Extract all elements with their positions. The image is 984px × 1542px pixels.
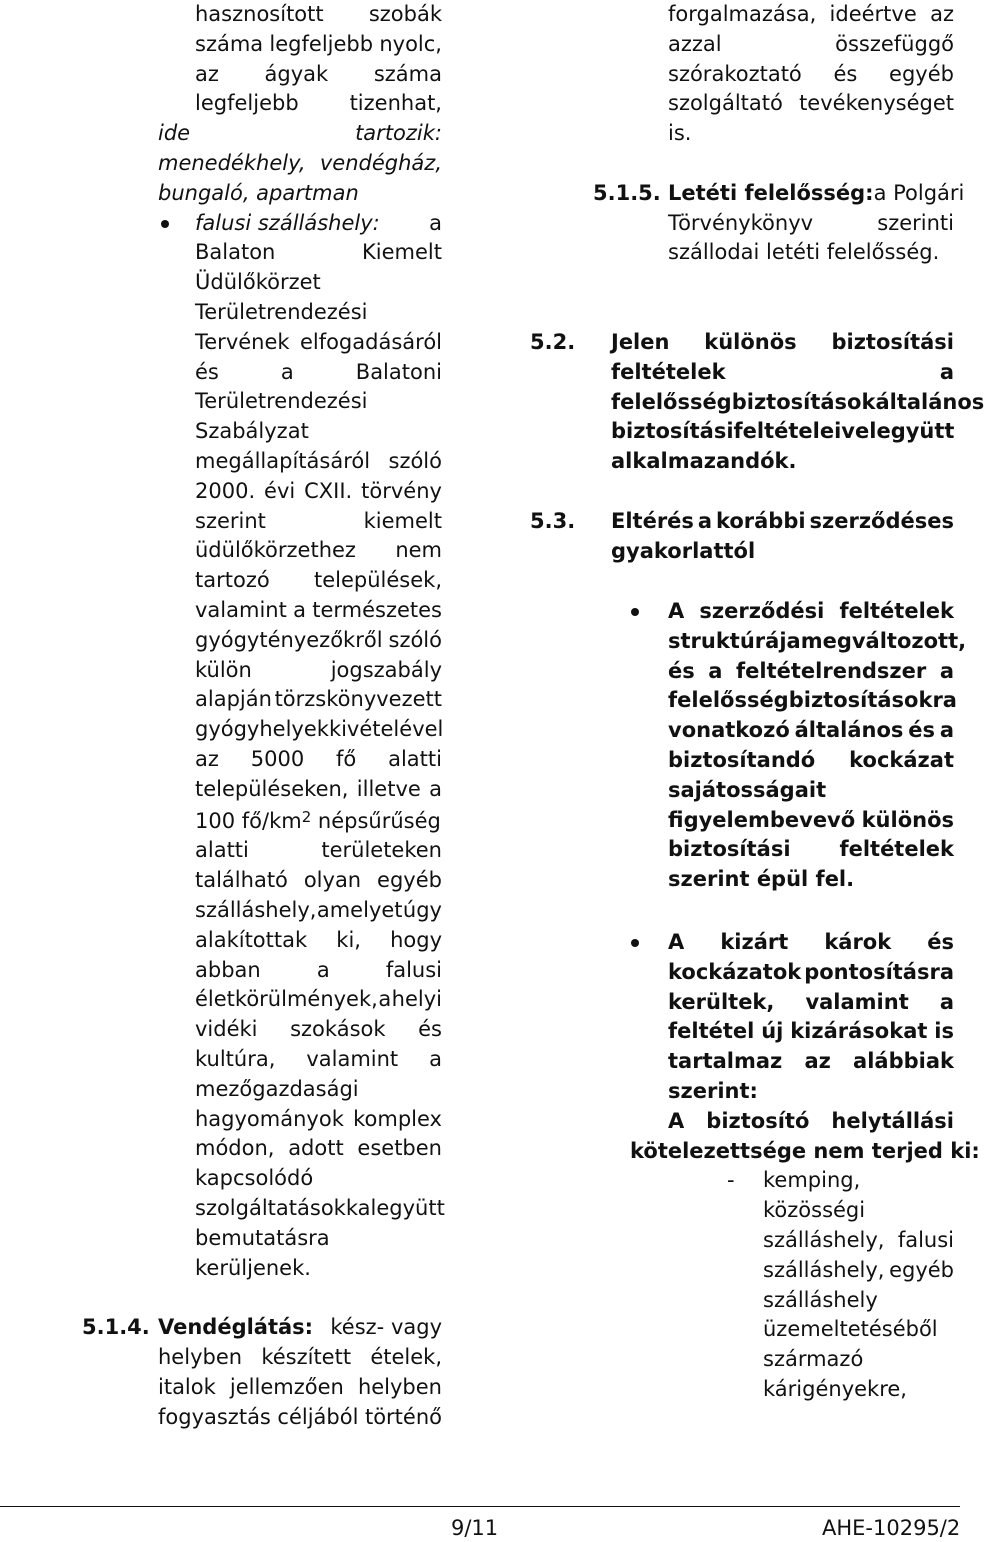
bullet-text-line: szálláshely, amelyet úgy	[195, 898, 442, 922]
bullet-text-line: szerint kiemelt	[195, 508, 442, 533]
paragraph-line: az ágyak száma	[195, 61, 442, 86]
bullet-text-line: szerint:	[668, 1079, 758, 1103]
bullet-text-line: alapján törzskönyvezett	[195, 687, 442, 712]
paragraph-line: száma legfeljebb nyolc,	[195, 31, 442, 56]
bullet-text-line: szerint épül fel.	[668, 867, 855, 892]
bullet-text-line: abban a falusi	[195, 957, 442, 982]
bullet-text-line: módon, adott esetben	[195, 1136, 442, 1161]
bullet-text-line: településeken, illetve a	[195, 776, 442, 801]
section-text-line: szállodai letéti felelősség.	[668, 240, 940, 265]
bullet-icon	[631, 939, 639, 947]
dash-item-line: szálláshely, falusi	[763, 1228, 954, 1252]
bullet-text-line: kultúra, valamint a	[195, 1047, 442, 1071]
bullet-text-line: hagyományok komplex	[195, 1106, 442, 1131]
paragraph-line: is.	[668, 121, 692, 146]
bullet-text-line: Területrendezési	[195, 300, 368, 324]
dash-marker: -	[727, 1168, 735, 1193]
bullet-text-line: biztosítandó kockázat	[668, 748, 954, 772]
section-number: 5.1.4.	[82, 1315, 150, 1340]
document-id: AHE-10295/2	[822, 1516, 961, 1540]
page-number: 9/11	[451, 1516, 499, 1540]
bullet-text-line: gyógyhelyek kivételével	[195, 717, 444, 742]
section-first-line: Vendéglátás: kész- vagy	[158, 1315, 442, 1340]
bullet-text-line: található olyan egyéb	[195, 868, 442, 893]
dash-item-line: kemping,	[763, 1168, 861, 1193]
paragraph-line: forgalmazása, ideértve az	[668, 2, 954, 26]
section-heading-line: felelősségbiztosítások általános	[611, 389, 984, 414]
bullet-text-line: alatti területeken	[195, 838, 442, 863]
bullet-text-line: és a feltételrendszer a	[668, 658, 954, 683]
section-heading-line: Jelen különös biztosítási	[611, 330, 954, 354]
dash-item-line: közösségi	[763, 1198, 866, 1223]
paragraph-line: szolgáltató tevékenységet	[668, 91, 954, 116]
bullet-icon	[161, 220, 169, 228]
section-heading-line: alkalmazandók.	[611, 449, 797, 474]
bullet-text-line: kapcsolódó	[195, 1166, 314, 1191]
bullet-text-line: figyelembevevő különös	[668, 807, 954, 832]
bullet-text-line: bemutatásra	[195, 1225, 330, 1250]
section-first-line: Letéti felelősség: a Polgári	[668, 180, 965, 205]
paragraph-line: legfeljebb tizenhat,	[195, 91, 442, 116]
dash-item-line: szálláshely, egyéb	[763, 1257, 954, 1282]
bullet-text-line: A kizárt károk és	[668, 930, 954, 954]
bullet-term: falusi szálláshely:	[195, 210, 380, 235]
bullet-text-line: alakítottak ki, hogy	[195, 927, 442, 952]
section-heading-line: feltételek a	[611, 359, 954, 384]
bullet-text-line: Területrendezési	[195, 389, 368, 414]
dash-item-line: származó	[763, 1347, 864, 1372]
bullet-first-line: falusi szálláshely: a	[195, 210, 442, 235]
exclusion-line: A biztosító helytállási	[668, 1108, 954, 1133]
bullet-text-line: Balaton Kiemelt	[195, 240, 442, 265]
bullet-text-line: mezőgazdasági	[195, 1076, 359, 1101]
section-number: 5.1.5.	[593, 180, 661, 205]
bullet-text-line: Üdülőkörzet	[195, 270, 321, 295]
bullet-text-line: kerüljenek.	[195, 1255, 311, 1280]
paragraph-line: azzal összefüggő	[668, 31, 954, 56]
bullet-text-line: szolgáltatásokkal együtt	[195, 1196, 445, 1220]
bullet-text-line: biztosítási feltételek	[668, 837, 954, 862]
section-text-line: italok jellemzően helyben	[158, 1374, 442, 1399]
bullet-text-line: megállapításáról szóló	[195, 449, 442, 473]
bullet-text-line: vonatkozó általános és a	[668, 718, 954, 743]
dash-item-line: szálláshely	[763, 1287, 878, 1312]
italic-line: menedékhely, vendégház,	[158, 151, 442, 175]
section-heading-line: biztosítási feltételeivel együtt	[611, 419, 955, 444]
section-heading-line: Eltérés a korábbi szerződéses	[611, 509, 954, 533]
bullet-text-line: tartozó települések,	[195, 568, 442, 593]
bullet-text-line: sajátosságait	[668, 777, 827, 802]
italic-line: bungaló, apartman	[158, 180, 359, 205]
bullet-text-line: valamint a természetes	[195, 598, 442, 622]
bullet-text-line: felelősségbiztosításokra	[668, 688, 957, 713]
bullet-text-line: kockázatok pontosításra	[668, 959, 954, 984]
dash-item-line: kárigényekre,	[763, 1377, 907, 1401]
bullet-text-line: 2000. évi CXII. törvény	[195, 478, 442, 503]
bullet-text-line: struktúrája megváltozott,	[668, 628, 967, 653]
bullet-text-line: A szerződési feltételek	[668, 599, 954, 623]
footer-rule	[0, 1506, 960, 1507]
bullet-text-line: tartalmaz az alábbiak	[668, 1049, 954, 1074]
bullet-text-line: vidéki szokások és	[195, 1017, 442, 1042]
bullet-text-line: és a Balatoni	[195, 359, 442, 384]
bullet-text-line: életkörülmények, a helyi	[195, 987, 442, 1012]
section-text-line: Törvénykönyv szerinti	[668, 210, 954, 235]
bullet-text-line: az 5000 fő alatti	[195, 747, 442, 771]
exclusion-line: kötelezettsége nem terjed ki:	[630, 1138, 980, 1163]
bullet-text-line: Tervének elfogadásáról	[195, 329, 442, 354]
paragraph-line: szórakoztató és egyéb	[668, 61, 954, 86]
section-heading-line: gyakorlattól	[611, 538, 756, 563]
section-number: 5.3.	[530, 509, 576, 533]
bullet-text-line: feltétel új kizárásokat is	[668, 1019, 954, 1044]
paragraph-line: hasznosított szobák	[195, 2, 442, 26]
bullet-text-line: külön jogszabály	[195, 657, 442, 682]
italic-line: ide tartozik:	[158, 121, 442, 146]
bullet-icon	[631, 608, 639, 616]
section-number: 5.2.	[530, 330, 576, 354]
bullet-text-line: kerültek, valamint a	[668, 989, 954, 1014]
density-line: 100 $fő/km^2$ népsűrűség	[195, 807, 441, 833]
bullet-text-line: üdülőkörzethez nem	[195, 538, 442, 563]
section-text-line: fogyasztás céljából történő	[158, 1404, 442, 1429]
bullet-text-line: Szabályzat	[195, 419, 309, 444]
bullet-text-line: gyógytényezőkről szóló	[195, 627, 442, 652]
section-text-line: helyben készített ételek,	[158, 1345, 442, 1369]
dash-item-line: üzemeltetéséből	[763, 1317, 938, 1342]
